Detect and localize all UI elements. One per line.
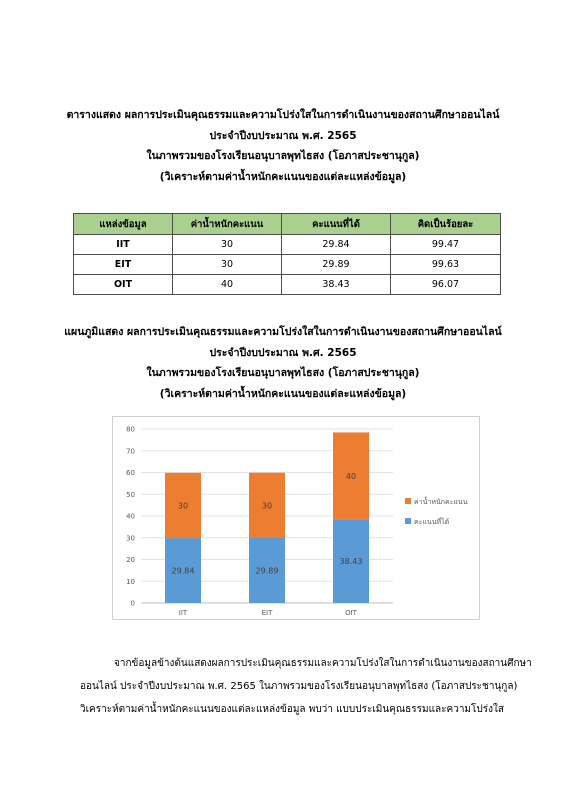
- y-tick-label: 70: [126, 447, 135, 456]
- y-tick-label: 80: [126, 425, 135, 434]
- data-label: 29.89: [255, 566, 279, 576]
- table-row: [74, 275, 501, 295]
- table-cell: 96.07: [391, 275, 501, 295]
- table-heading-line: ประจำปีงบประมาณ พ.ศ. 2565: [209, 129, 357, 142]
- paragraph-line: จากข้อมูลข้างต้นแสดงผลการประเมินคุณธรรมและความโปร่งใสในการดำเนินงานของสถานศึกษา: [114, 658, 532, 669]
- data-label: 30: [261, 501, 273, 511]
- table-heading-line: ตารางแสดง ผลการประเมินคุณธรรมและความโปร่งใสในการดำเนินงานของสถานศึกษาออนไลน์: [66, 109, 500, 121]
- table-cell-source: EIT: [74, 255, 173, 275]
- table-cell: 99.63: [391, 255, 501, 275]
- legend-label: ค่าน้ำหนักคะแนน: [414, 498, 468, 506]
- column-header: คะแนนที่ได้: [282, 214, 391, 235]
- table-row: [74, 235, 501, 255]
- table-cell: 40: [173, 275, 282, 295]
- chart-heading-line: แผนภูมิแสดง ผลการประเมินคุณธรรมและความโปร่งใสในการดำเนินงานของสถานศึกษาออนไลน์: [64, 326, 502, 338]
- y-tick-label: 60: [126, 469, 135, 477]
- y-tick-label: 30: [126, 534, 135, 543]
- table-cell: 38.43: [282, 275, 391, 295]
- table-heading-line: (วิเคราะห์ตามค่าน้ำหนักคะแนนของแต่ละแหล่งข้อมูล): [159, 170, 407, 183]
- table-cell-source: IIT: [74, 235, 173, 255]
- stacked-bar-chart: [112, 416, 480, 620]
- chart-heading-line: ประจำปีงบประมาณ พ.ศ. 2565: [209, 346, 357, 359]
- legend-swatch: [405, 498, 411, 504]
- table-header-row: [74, 214, 501, 235]
- paragraph-line: ออนไลน์ ประจำปีงบประมาณ พ.ศ. 2565 ในภาพรวมของโรงเรียนอนุบาลพุทไธสง (โอภาสประชานุกูล): [80, 681, 518, 692]
- score-table: [73, 213, 501, 295]
- table-heading: [0, 105, 566, 187]
- x-tick-label: IIT: [178, 609, 188, 617]
- chart-heading-line: (วิเคราะห์ตามค่าน้ำหนักคะแนนของแต่ละแหล่งข้อมูล): [159, 387, 407, 400]
- y-tick-label: 20: [126, 556, 135, 564]
- data-label: 29.84: [171, 566, 195, 576]
- legend-swatch: [405, 518, 411, 524]
- x-tick-label: EIT: [261, 609, 273, 617]
- table-row: [74, 255, 501, 275]
- table-cell: 29.89: [282, 255, 391, 275]
- table-cell-source: OIT: [74, 275, 173, 295]
- y-tick-label: 10: [126, 577, 135, 586]
- data-label: 40: [345, 471, 357, 481]
- table-cell: 30: [173, 235, 282, 255]
- column-header: คิดเป็นร้อยละ: [391, 214, 501, 235]
- column-header: แหล่งข้อมูล: [74, 214, 173, 235]
- data-label: 38.43: [339, 557, 363, 567]
- table-cell: 30: [173, 255, 282, 275]
- table-cell: 29.84: [282, 235, 391, 255]
- chart-canvas: [113, 417, 479, 619]
- table-cell: 99.47: [391, 235, 501, 255]
- chart-heading: [0, 322, 566, 404]
- paragraph-line: วิเคราะห์ตามค่าน้ำหนักคะแนนของแต่ละแหล่งข้อมูล พบว่า แบบประเมินคุณธรรมและความโปร่งใส: [80, 704, 504, 715]
- data-label: 30: [177, 501, 189, 511]
- chart-heading-line: ในภาพรวมของโรงเรียนอนุบาลพุทไธสง (โอภาสประชานุกูล): [146, 367, 420, 379]
- y-tick-label: 0: [130, 599, 135, 608]
- summary-paragraph: [80, 652, 532, 721]
- legend-label: คะแนนที่ได้: [414, 518, 450, 526]
- column-header: ค่าน้ำหนักคะแนน: [173, 214, 282, 235]
- table-heading-line: ในภาพรวมของโรงเรียนอนุบาลพุทไธสง (โอภาสประชานุกูล): [146, 150, 420, 162]
- x-tick-label: OIT: [345, 609, 357, 617]
- y-tick-label: 50: [126, 490, 135, 499]
- y-tick-label: 40: [126, 512, 135, 521]
